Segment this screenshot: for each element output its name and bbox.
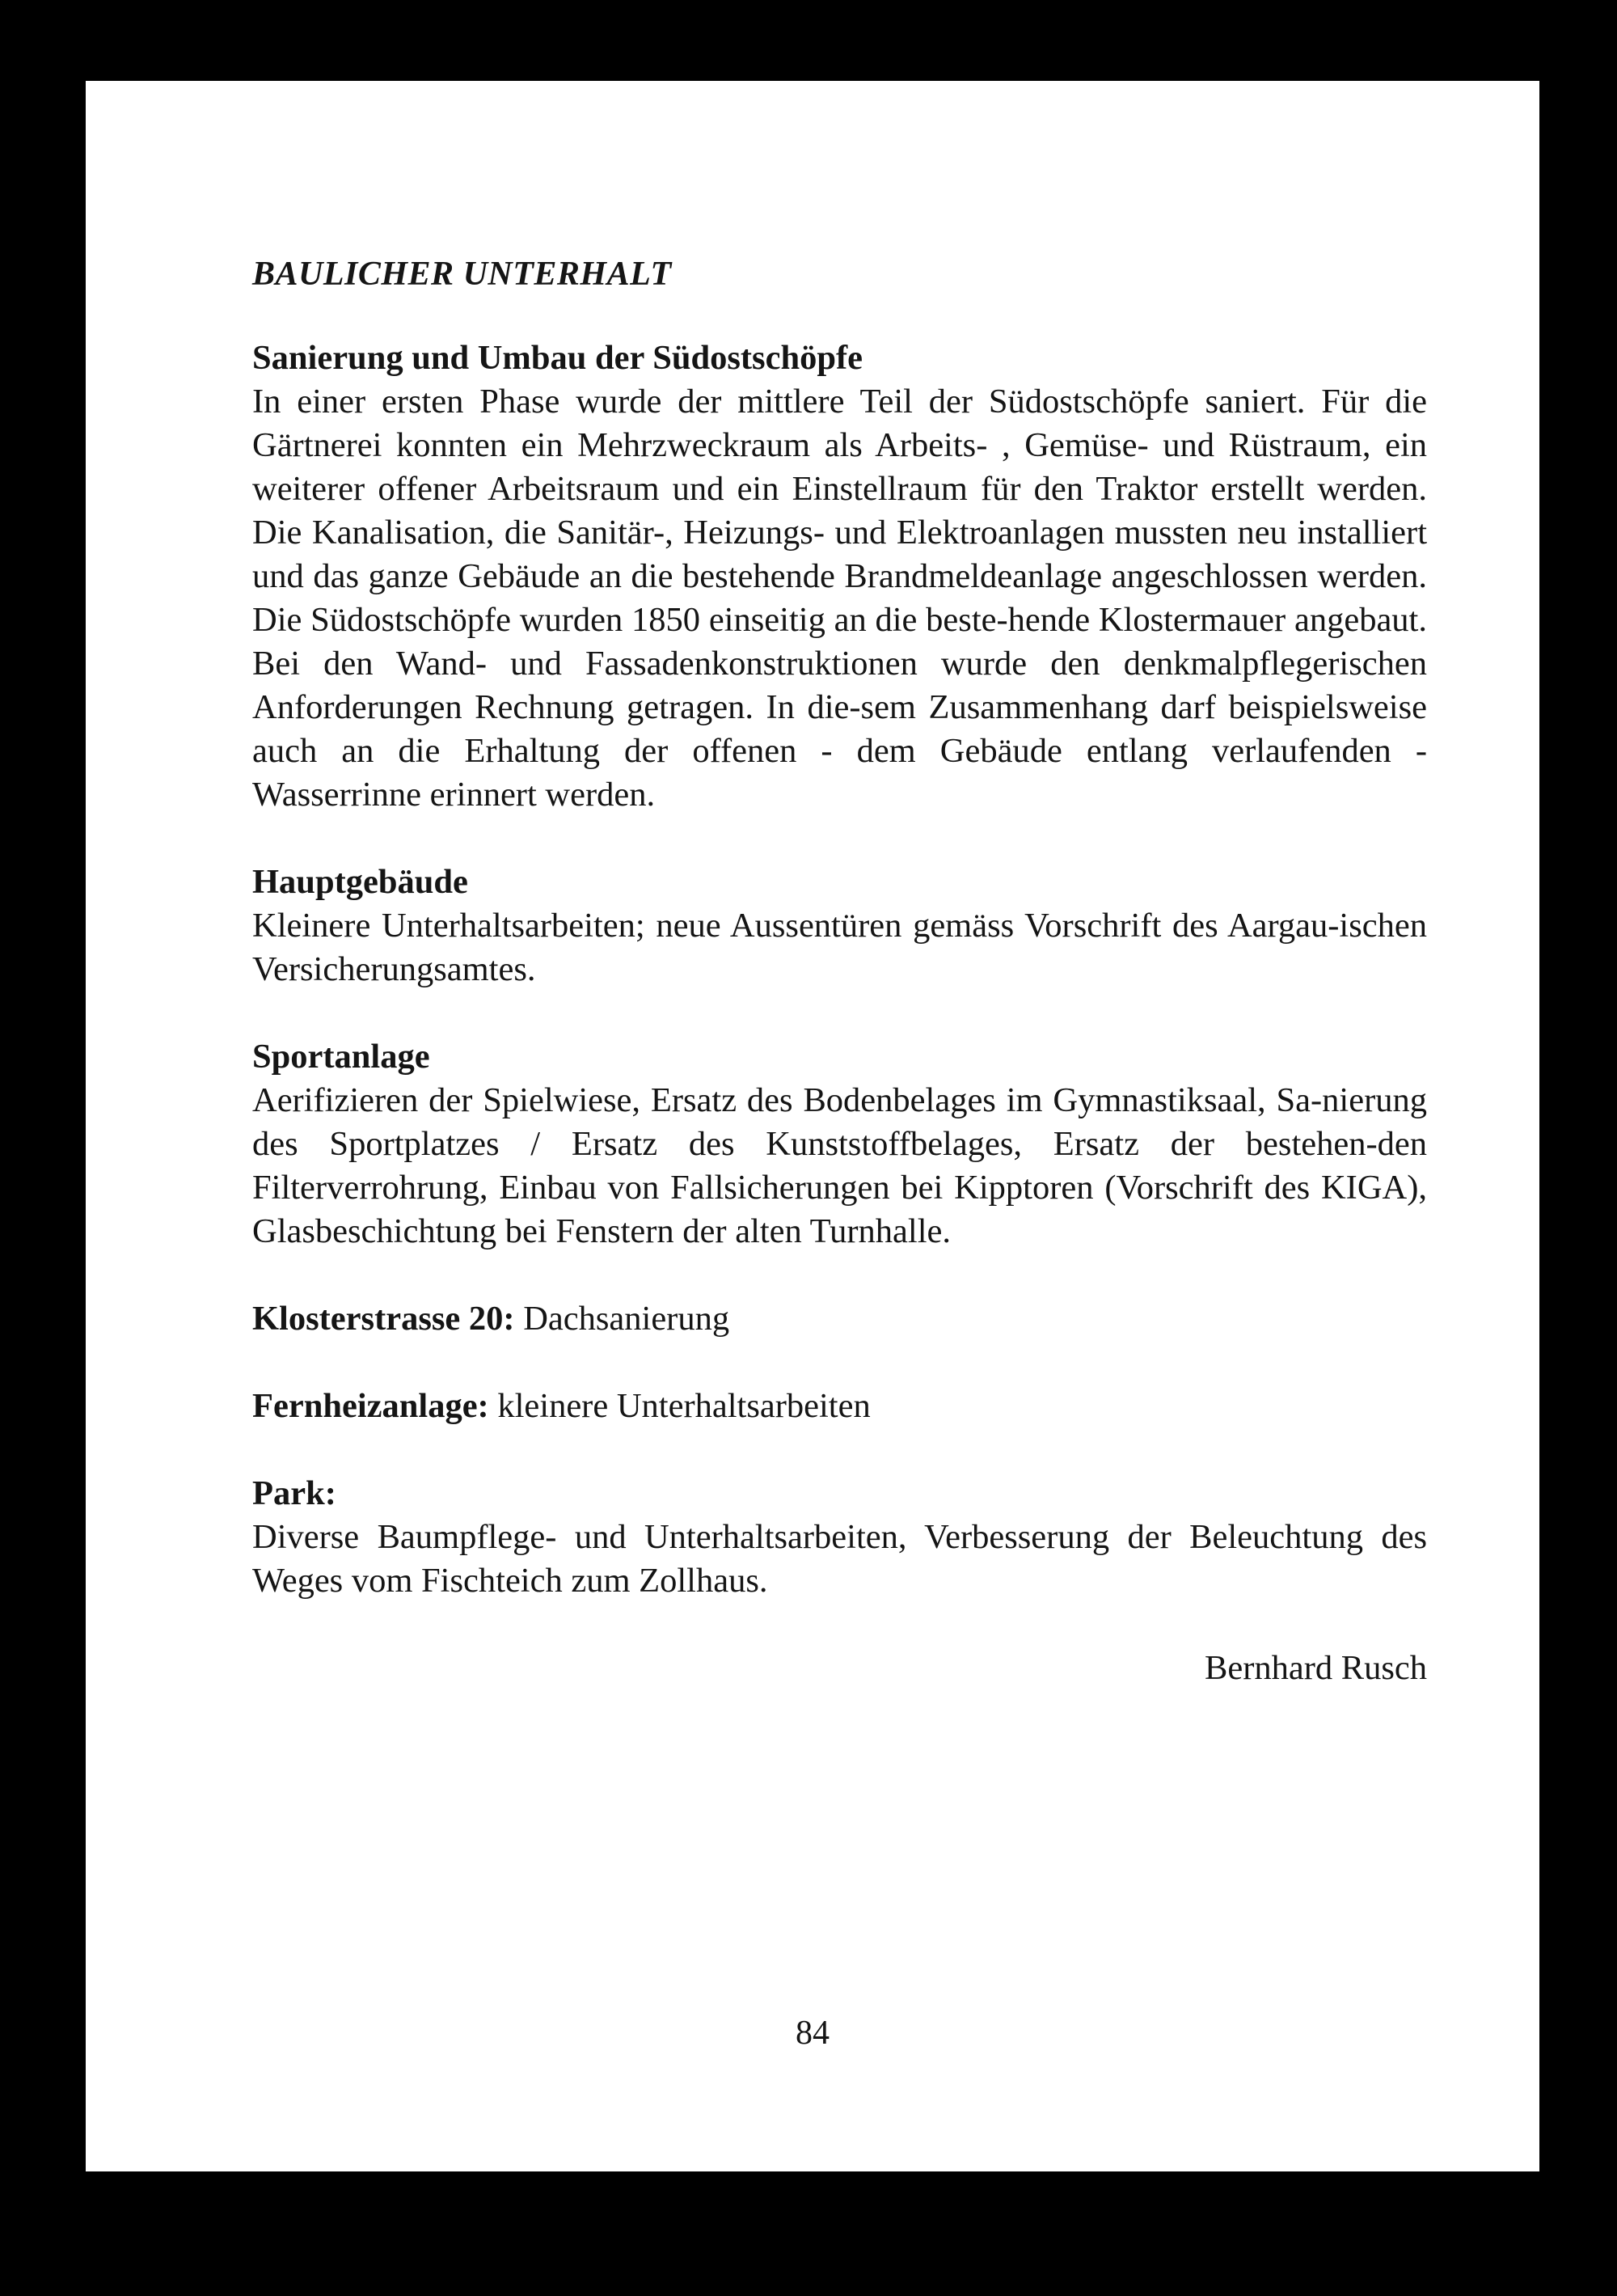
- spacer: [252, 1254, 1427, 1297]
- heading-sportanlage: Sportanlage: [252, 1038, 430, 1076]
- block-park: [252, 1472, 1427, 1603]
- spacer: [252, 1428, 1427, 1472]
- text-sportanlage: Aerifizieren der Spielwiese, Ersatz des Bodenbelages im Gymnastiksaal, Sa-nierung des Sportplatzes / Ersatz des Kunststoffbelages, Ersatz der bestehen-den Filterverrohrung, Einbau von Fallsicherungen bei Kipptoren (Vorschrift des KIGA), Glasbeschichtung bei Fenstern der alten Turnhalle.: [252, 1081, 1427, 1250]
- label-klosterstrasse: Klosterstrasse 20:: [252, 1300, 515, 1338]
- spacer: [252, 992, 1427, 1035]
- text-fernheizanlage: kleinere Unterhaltsarbeiten: [497, 1387, 871, 1425]
- text-suedostschoepfe: In einer ersten Phase wurde der mittlere Teil der Südostschöpfe saniert. Für die Gärtnerei konnten ein Mehrzweckraum als Arbeits- , Gemüse- und Rüstraum, ein weiterer offener Arbeitsraum und ein Einstellraum für den Traktor erstellt werden. Die Kanalisation, die Sanitär-, Heizungs- und Elektroanlagen mussten neu installiert und das ganze Gebäude an die bestehende Brandmeldeanlage angeschlossen werden. Die Südostschöpfe wurden 1850 einseitig an die beste-hende Klostermauer angebaut. Bei den Wand- und Fassadenkonstruktionen wurde den denkmalpflegerischen Anforderungen Rechnung getragen. In die-sem Zusammenhang darf beispielsweise auch an die Erhaltung der offenen - dem Gebäude entlang verlaufenden - Wasserrinne erinnert werden.: [252, 383, 1427, 814]
- page-content: [252, 252, 1427, 1690]
- heading-park: Park:: [252, 1474, 336, 1512]
- document-page: [86, 81, 1539, 2171]
- block-klosterstrasse: [252, 1297, 1427, 1341]
- block-sportanlage: [252, 1035, 1427, 1254]
- section-title: BAULICHER UNTERHALT: [252, 256, 672, 293]
- label-fernheizanlage: Fernheizanlage:: [252, 1387, 489, 1425]
- text-park: Diverse Baumpflege- und Unterhaltsarbeiten, Verbesserung der Beleuchtung des Weges vom Fischteich zum Zollhaus.: [252, 1518, 1427, 1600]
- block-suedostschoepfe: [252, 336, 1427, 817]
- spacer: [252, 817, 1427, 860]
- heading-suedostschoepfe: Sanierung und Umbau der Südostschöpfe: [252, 339, 863, 377]
- page-number: 84: [796, 2015, 830, 2052]
- heading-hauptgebaeude: Hauptgebäude: [252, 863, 468, 901]
- author-signature: Bernhard Rusch: [1204, 1649, 1427, 1687]
- block-fernheizanlage: [252, 1385, 1427, 1428]
- text-klosterstrasse: Dachsanierung: [523, 1300, 730, 1338]
- block-hauptgebaeude: [252, 860, 1427, 992]
- spacer: [252, 1341, 1427, 1385]
- text-hauptgebaeude: Kleinere Unterhaltsarbeiten; neue Aussentüren gemäss Vorschrift des Aargau-ischen Versicherungsamtes.: [252, 907, 1427, 988]
